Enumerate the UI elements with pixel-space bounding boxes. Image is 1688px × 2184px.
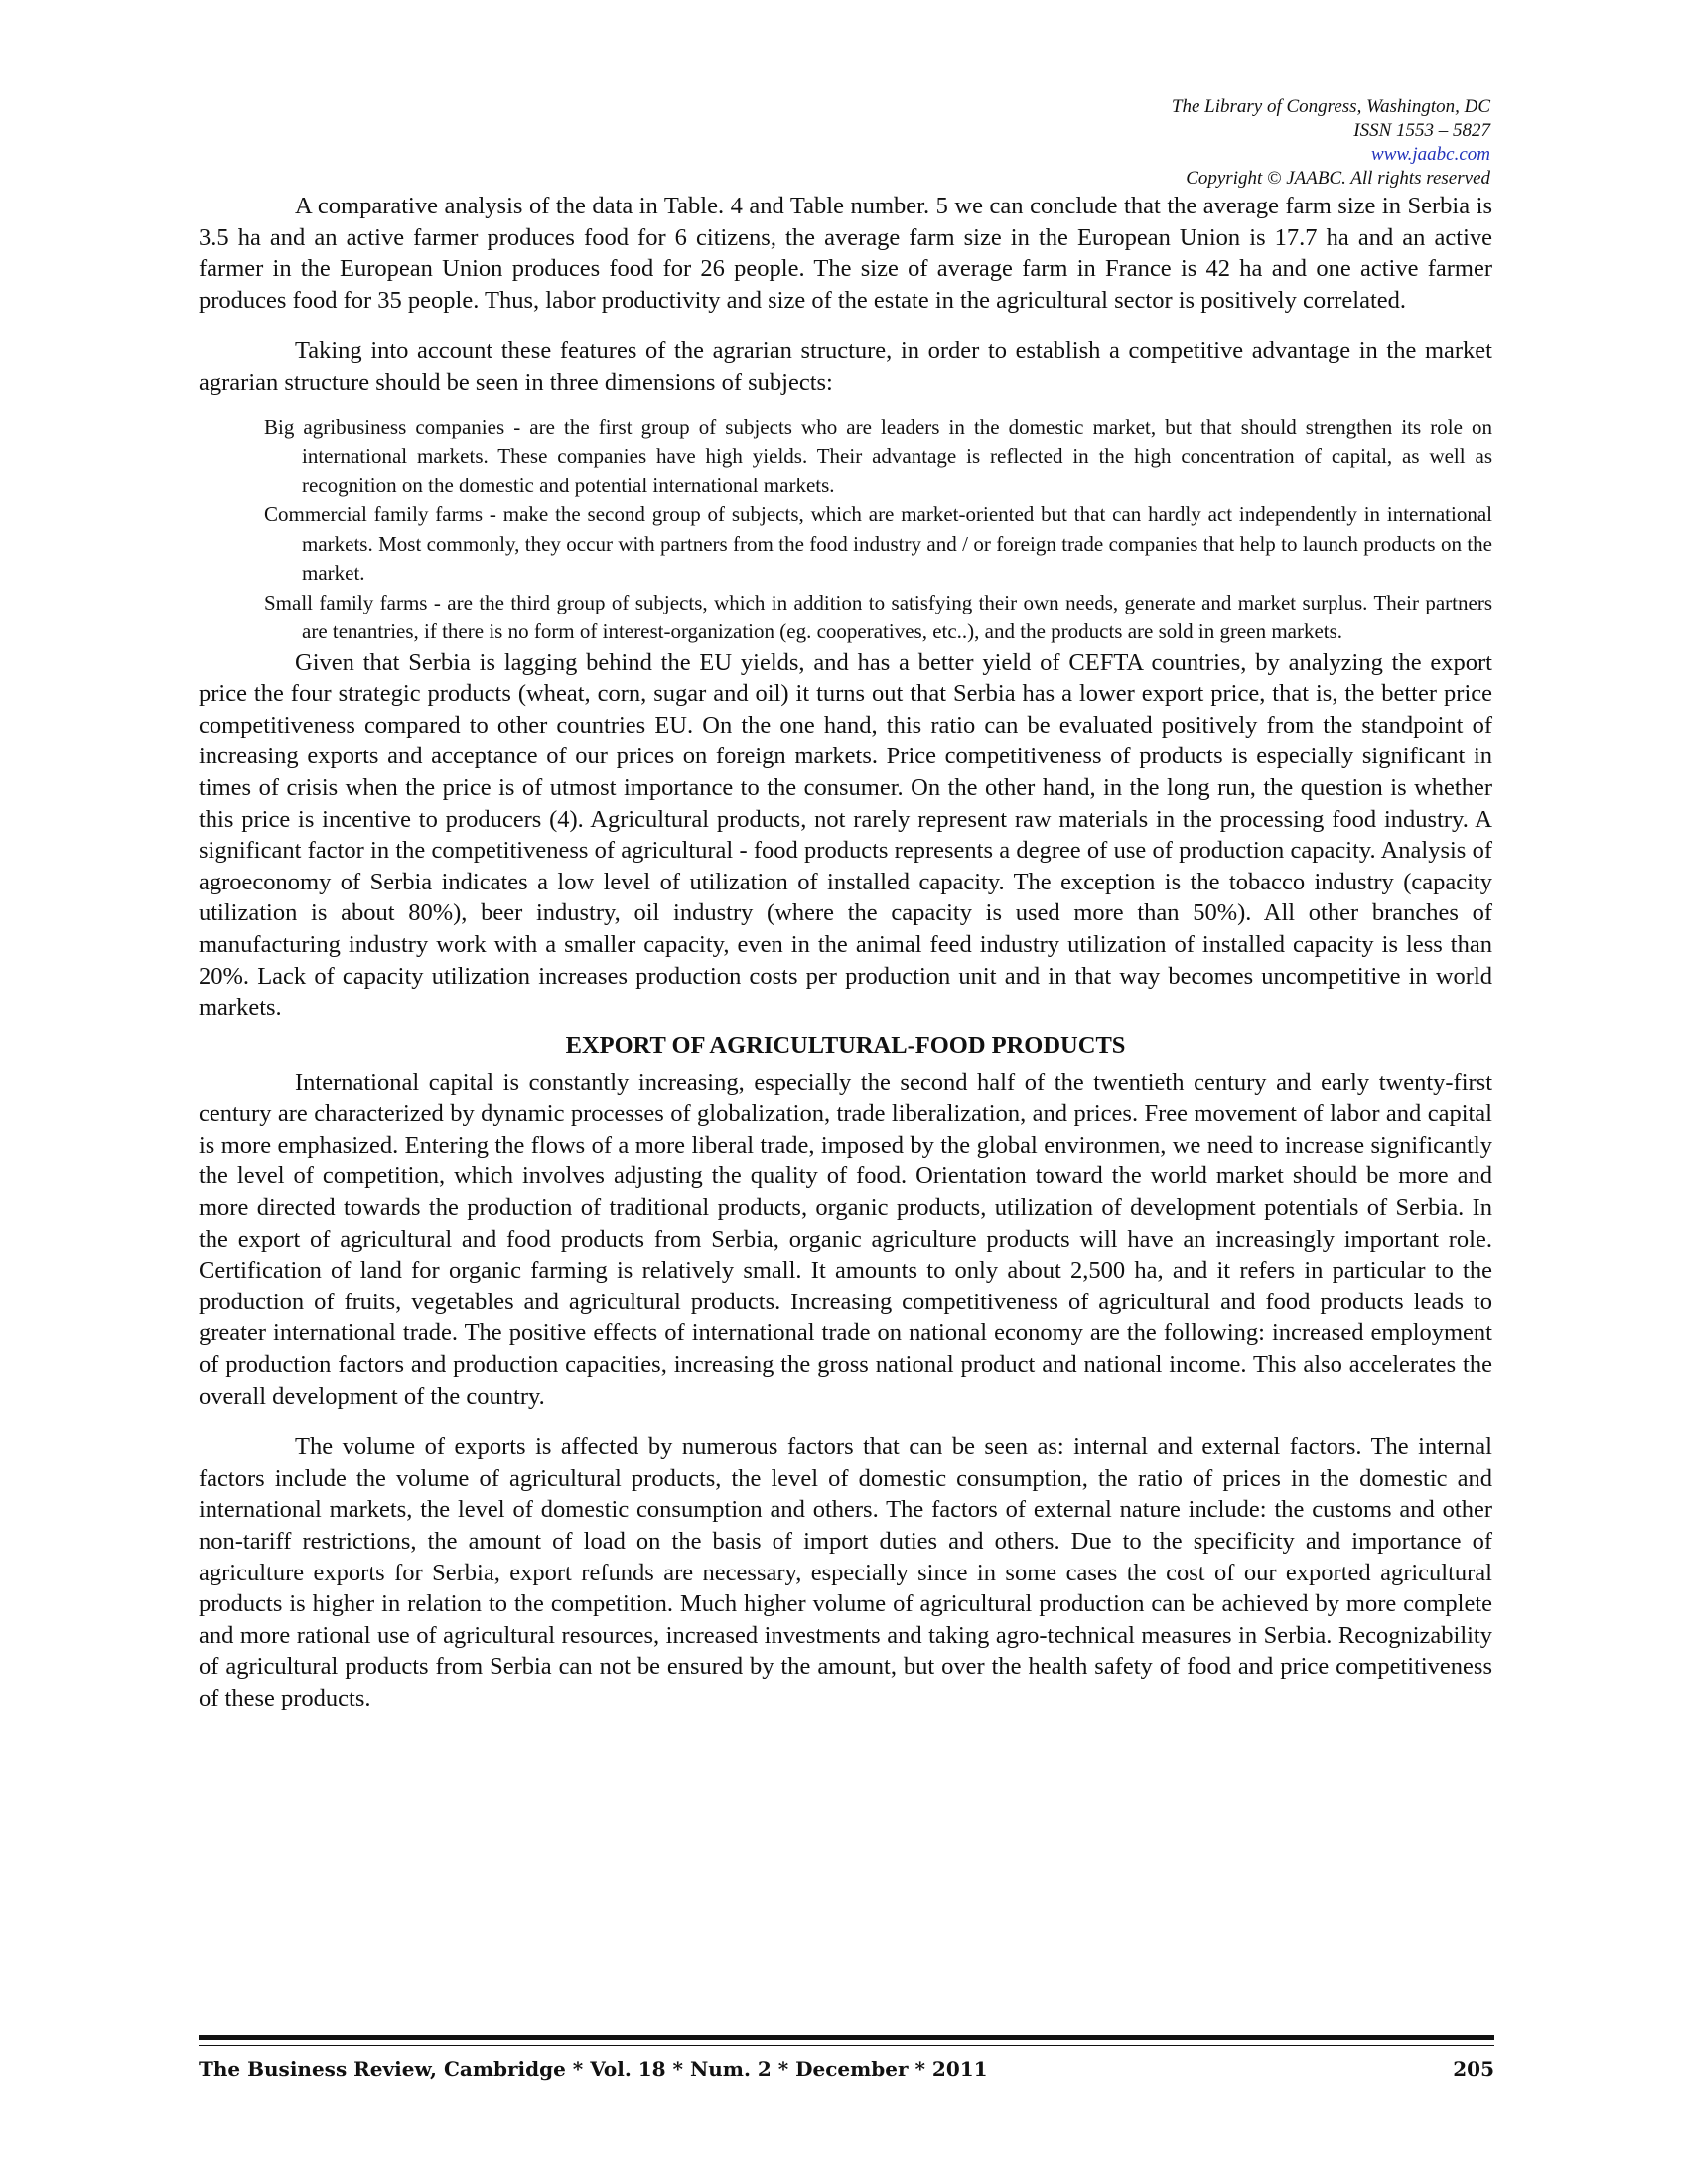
paragraph-comparative-analysis: A comparative analysis of the data in Table. 4 and Table number. 5 we can conclude that the average farm size in Serbia is 3.5 ha and an active farmer produces food for 6 citizens, the average farm size in the European Union is 17.7 ha and an active farmer in the European Union produces food for 26 people. The size of average farm in France is 42 ha and one active farmer produces food for 35 people. Thus, labor productivity and size of the estate in the agricultural sector is positively correlated. <box>199 193 1492 314</box>
page-footer <box>199 2056 1494 2082</box>
section-heading: EXPORT OF AGRICULTURAL-FOOD PRODUCTS <box>565 1031 1126 1059</box>
list-item-big-agribusiness: Big agribusiness companies - are the first group of subjects who are leaders in the domestic market, but that should strengthen its role on international markets. These companies have high yields. Their advantage is reflected in the high concentration of capital, as well as recognition on the domestic and potential international markets. <box>264 414 1492 497</box>
footer-journal-info: The Business Review, Cambridge * Vol. 18 * Num. 2 * December * 2011 <box>199 2057 988 2081</box>
paragraph-price-competitiveness: Given that Serbia is lagging behind the EU yields, and has a better yield of CEFTA countries, by analyzing the export price the four strategic products (wheat, corn, sugar and oil) it turns out that Serbia has a lower export price, that is, the better price competitiveness compared to other countries EU. On the one hand, this ratio can be evaluated positively from the standpoint of increasing exports and acceptance of our prices on foreign markets. Price competitiveness of products is especially significant in times of crisis when the price is of utmost importance to the consumer. On the other hand, in the long run, the question is whether this price is incentive to producers (4). Agricultural products, not rarely represent raw materials in the processing food industry. A significant factor in the competitiveness of agricultural - food products represents a degree of use of production capacity. Analysis of agroeconomy of Serbia indicates a low level of utilization of installed capacity. The exception is the tobacco industry (capacity utilization is about 80%), beer industry, oil industry (where the capacity is used more than 50%). All other branches of manufacturing industry work with a smaller capacity, even in the animal feed industry utilization of installed capacity is less than 20%. Lack of capacity utilization increases production costs per production unit and in that way becomes uncompetitive in world markets. <box>199 648 1492 1022</box>
header-library: The Library of Congress, Washington, DC <box>1171 96 1490 117</box>
subjects-list <box>199 413 1492 647</box>
paragraph-agrarian-structure: Taking into account these features of the agrarian structure, in order to establish a competitive advantage in the market agrarian structure should be seen in three dimensions of subjects: <box>199 338 1492 396</box>
footer-rule-thick <box>199 2035 1494 2040</box>
page-header <box>199 95 1490 191</box>
header-issn: ISSN 1553 – 5827 <box>1353 120 1490 141</box>
paragraph-international-capital: International capital is constantly increasing, especially the second half of the twentieth century and early twenty-first century are characterized by dynamic processes of globalization, trade liberalization, and prices. Free movement of labor and capital is more emphasized. Entering the flows of a more liberal trade, imposed by the global environmen, we need to increase significantly the level of competition, which involves adjusting the quality of food. Orientation toward the world market should be more and more directed towards the production of traditional products, organic products, utilization of development potentials of Serbia. In the export of agricultural and food products from Serbia, organic agriculture products will have an increasingly important role. Certification of land for organic farming is relatively small. It amounts to only about 2,500 ha, and it refers in particular to the production of fruits, vegetables and agricultural products. Increasing competitiveness of agricultural and food products leads to greater international trade. The positive effects of international trade on national economy are the following: increased employment of production factors and production capacities, increasing the gross national product and national income. This also accelerates the overall development of the country. <box>199 1068 1492 1410</box>
paragraph-spacer <box>199 316 1492 336</box>
list-item-small-farms: Small family farms - are the third group of subjects, which in addition to satisfying their own needs, generate and market surplus. Their partners are tenantries, if there is no form of interest-organization (eg. cooperatives, etc..), and the products are sold in green markets. <box>264 590 1492 644</box>
paragraph-export-volume: The volume of exports is affected by numerous factors that can be seen as: internal and external factors. The internal factors include the volume of agricultural products, the level of domestic consumption, the ratio of prices in the domestic and international markets, the level of domestic consumption and others. The factors of external nature include: the customs and other non-tariff restrictions, the amount of load on the basis of import duties and others. Due to the specificity and importance of agriculture exports for Serbia, export refunds are necessary, especially since in some cases the cost of our exported agricultural products is higher in relation to the competition. Much higher volume of agricultural production can be achieved by more complete and more rational use of agricultural resources, increased investments and taking agro-technical measures in Serbia. Recognizability of agricultural products from Serbia can not be ensured by the amount, but over the health safety of food and price competitiveness of these products. <box>199 1433 1492 1711</box>
footer-page-number: 205 <box>1453 2057 1494 2081</box>
header-website-link[interactable]: www.jaabc.com <box>1371 144 1490 165</box>
paragraph-spacer <box>199 1412 1492 1432</box>
header-copyright: Copyright © JAABC. All rights reserved <box>1186 168 1490 189</box>
footer-rule-thin <box>199 2045 1494 2046</box>
list-item-commercial-farms: Commercial family farms - make the second group of subjects, which are market-oriented but that can hardly act independently in international markets. Most commonly, they occur with partners from the food industry and / or foreign trade companies that help to launch products on the market. <box>264 502 1492 586</box>
document-page <box>199 95 1492 1714</box>
